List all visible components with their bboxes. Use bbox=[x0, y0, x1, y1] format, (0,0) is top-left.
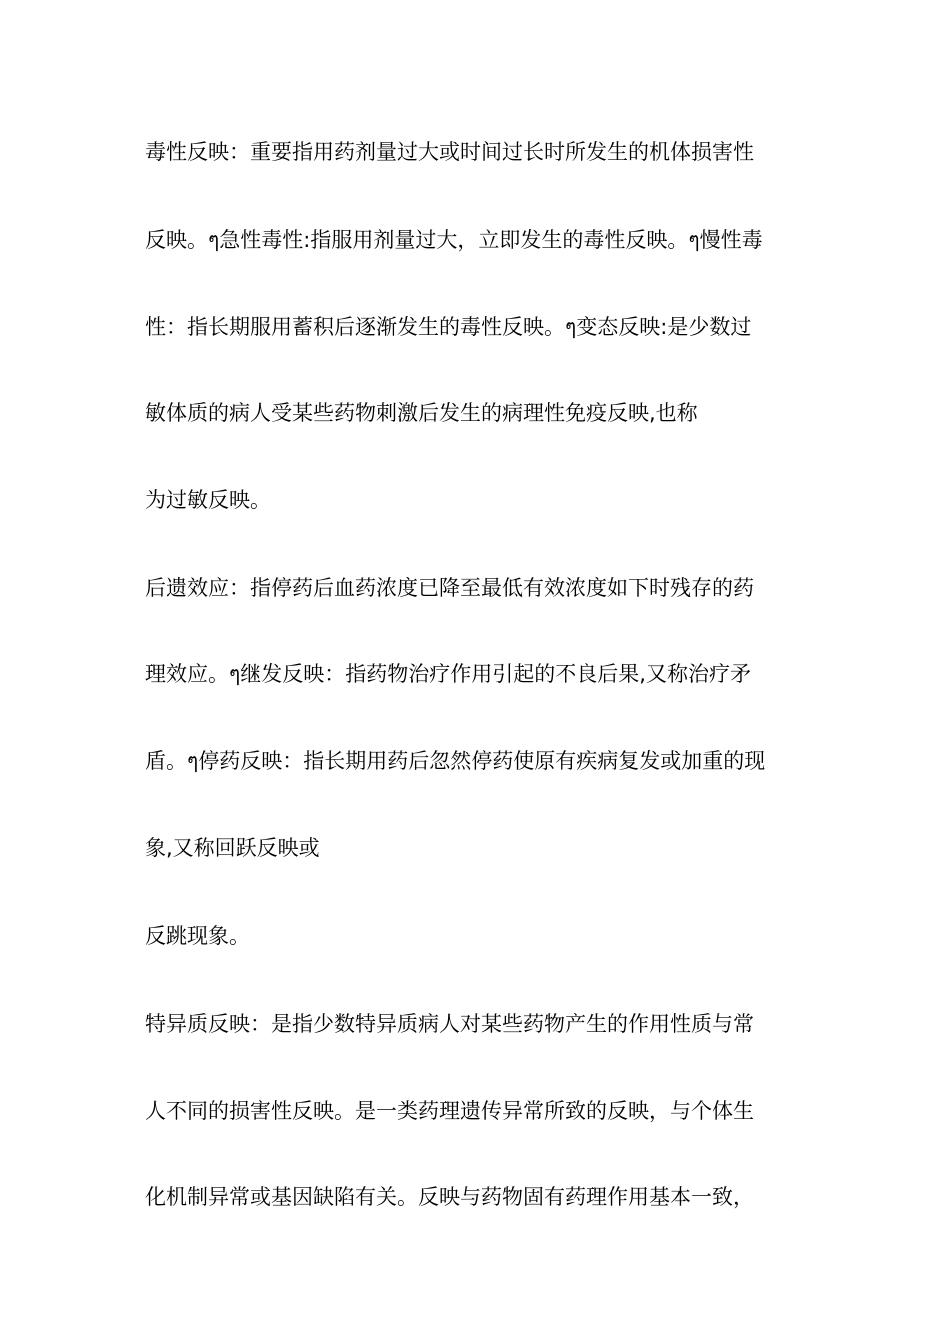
text-line: 特异质反映：是指少数特异质病人对某些药物产生的作用性质与常 bbox=[145, 1012, 754, 1036]
text-line: 反跳现象。 bbox=[145, 924, 250, 948]
text-line: 人不同的损害性反映。是一类药理遗传异常所致的反映，与个体生 bbox=[145, 1099, 754, 1123]
text-line: 盾。ๆ停药反映：指长期用药后忽然停药使原有疾病复发或加重的现 bbox=[145, 749, 766, 773]
text-line: 象,又称回跃反映或 bbox=[145, 836, 320, 860]
text-line: 理效应。ๆ继发反映：指药物治疗作用引起的不良后果,又称治疗矛 bbox=[145, 662, 751, 686]
text-line: 反映。ๆ急性毒性:指服用剂量过大，立即发生的毒性反映。ๆ慢性毒 bbox=[145, 228, 763, 252]
text-line: 后遗效应：指停药后血药浓度已降至最低有效浓度如下时残存的药 bbox=[145, 576, 754, 600]
text-line: 为过敏反映。 bbox=[145, 488, 271, 512]
text-line: 毒性反映：重要指用药剂量过大或时间过长时所发生的机体损害性 bbox=[145, 140, 754, 164]
text-line: 敏体质的病人受某些药物刺激后发生的病理性免疫反映,也称 bbox=[145, 401, 698, 425]
text-line: 化机制异常或基因缺陷有关。反映与药物固有药理作用基本一致， bbox=[145, 1185, 754, 1209]
text-line: 性：指长期服用蓄积后逐渐发生的毒性反映。ๆ变态反映:是少数过 bbox=[145, 315, 752, 339]
